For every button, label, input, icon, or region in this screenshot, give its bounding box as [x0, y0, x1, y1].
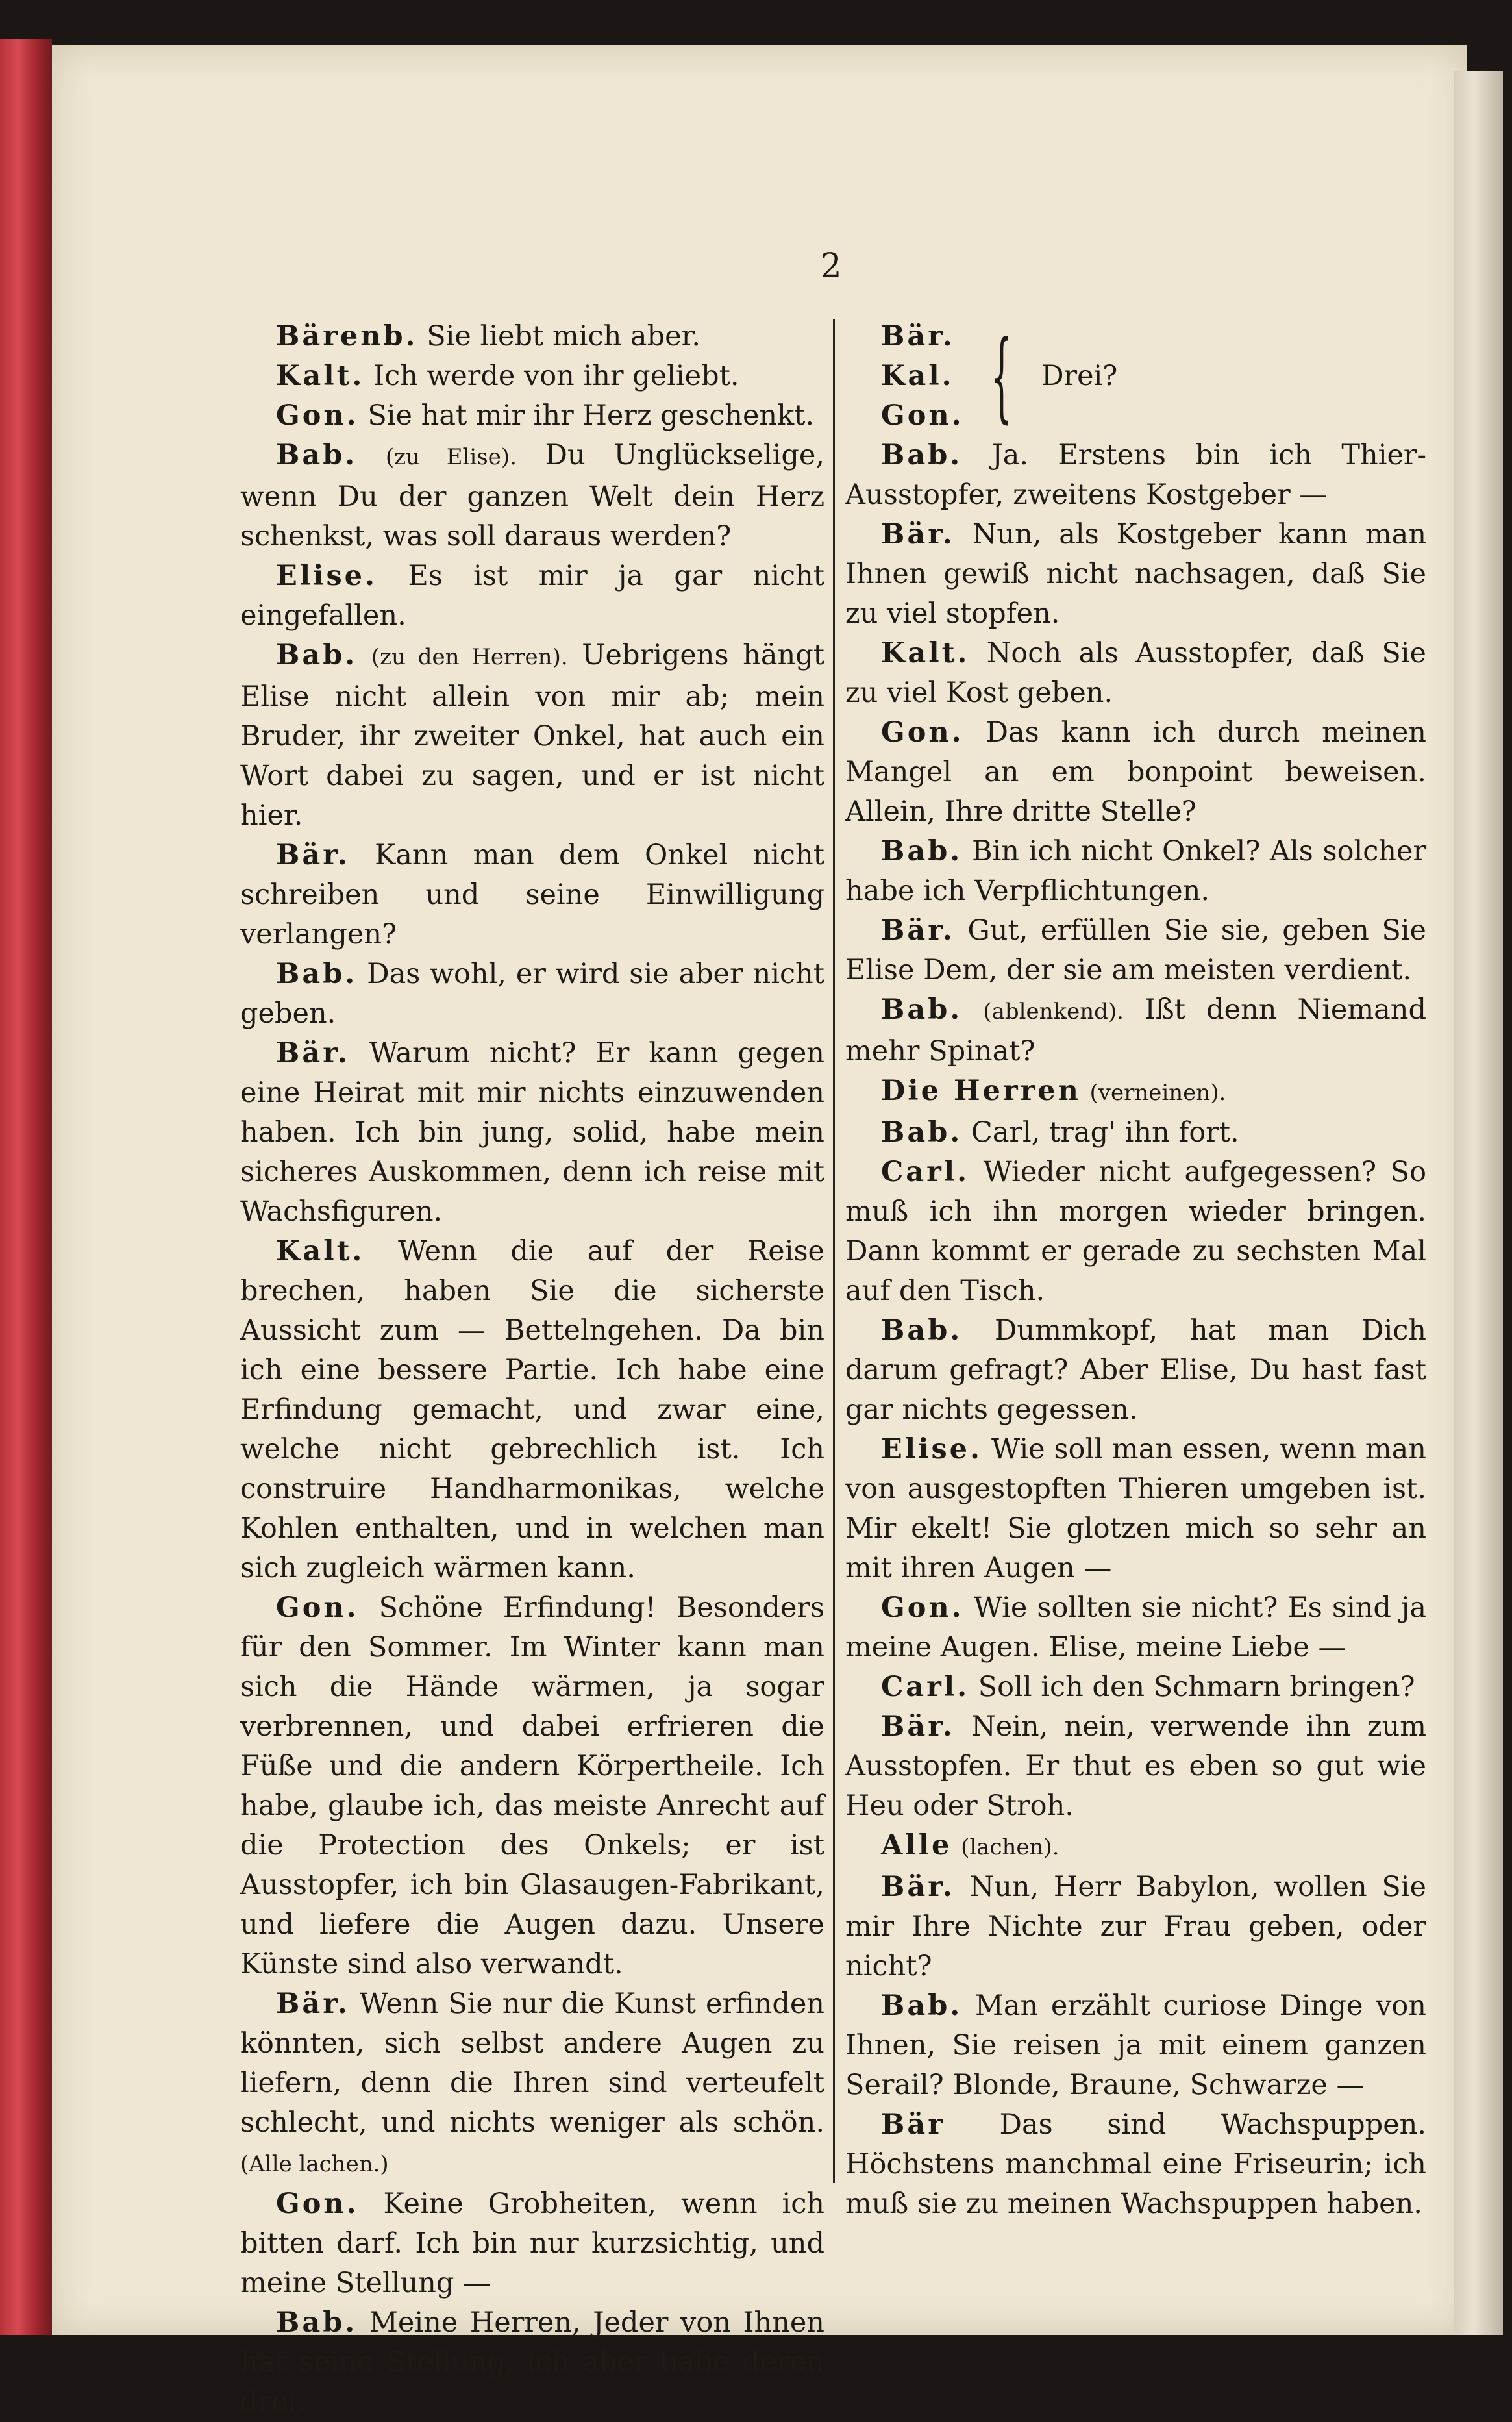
dialogue-line: [845, 634, 1426, 713]
speaker-name: Gon.: [881, 1592, 964, 1624]
speaker-name: Kal.: [881, 360, 954, 392]
dialogue-line: [845, 1707, 1426, 1826]
dialogue-text: Warum nicht? Er kann gegen eine Heirat mit mir nichts einzuwenden haben. Ich bin jung, solid, habe mein sicheres Auskommen, denn ich reise mit Wachsfiguren.: [240, 1037, 824, 1228]
dialogue-text: Man erzählt curiose Dinge von Ihnen, Sie reisen ja mit einem ganzen Serail? Blonde, Braune, Schwarze —: [845, 1990, 1426, 2101]
speaker-name: Bär: [881, 2108, 945, 2141]
dialogue-line: [845, 1311, 1426, 1430]
dialogue-line: [845, 1867, 1426, 1986]
stage-direction: (ablenkend).: [983, 999, 1124, 1025]
dialogue-text: Wenn Sie nur die Kunst erfinden könnten, sich selbst andere Augen zu liefern, denn die Ihren sind verteufelt schlecht, und nichts weniger als schön.: [240, 1988, 824, 2139]
dialogue-text: Kann man dem Onkel nicht schreiben und seine Einwilligung verlangen?: [240, 839, 824, 951]
speaker-name: Bab.: [881, 1116, 963, 1149]
speaker-name: Bab.: [276, 439, 358, 471]
dialogue-line: [845, 1588, 1426, 1667]
speaker-name: Gon.: [276, 399, 359, 432]
dialogue-text: Wenn die auf der Reise brechen, haben Sie die sicherste Aussicht zum — Bettelngehen. Da bin ich eine bessere Partie. Ich habe eine Erfindung gemacht, und zwar eine, welche nicht gebrechlich ist. Ich construire Handharmonikas, welche Kohlen enthalten, und in welchen man sich zugleich wärmen kann.: [240, 1235, 824, 1584]
stage-direction: (zu Elise).: [385, 444, 517, 470]
stage-direction: (zu den Herren).: [371, 644, 568, 670]
dialogue-line: [845, 832, 1426, 911]
speaker-name: Kalt.: [881, 637, 970, 669]
dialogue-text: Noch als Ausstopfer, daß Sie zu viel Kost geben.: [845, 637, 1426, 709]
speaker-name: Bär.: [881, 1710, 955, 1743]
right-column: [845, 317, 1426, 2224]
dialogue-line: [240, 1034, 824, 1232]
speaker-name: Die Herren: [881, 1075, 1081, 1107]
dialogue-line: [240, 2184, 824, 2303]
stage-direction: (lachen).: [961, 1834, 1060, 1860]
dialogue-text: Das sind Wachspuppen. Höchstens manchmal eine Friseurin; ich muß sie zu meinen Wachspuppen haben.: [845, 2108, 1427, 2220]
speaker-name: Elise.: [276, 560, 377, 592]
speaker-name: Bär.: [881, 320, 955, 353]
stage-direction: (Alle lachen.): [240, 2151, 389, 2177]
dialogue-line: [240, 1232, 824, 1588]
dialogue-line: [845, 436, 1426, 515]
dialogue-text: Das wohl, er wird sie aber nicht geben.: [240, 958, 825, 1030]
dialogue-line: [240, 1588, 824, 1984]
speaker-name: Kalt.: [276, 360, 365, 392]
page-number: 2: [820, 247, 842, 286]
page-edge: [1454, 71, 1503, 2335]
dialogue-text: Sie hat mir ihr Herz geschenkt.: [367, 399, 815, 432]
speaker-name: Gon.: [881, 716, 964, 749]
dialogue-line: [240, 636, 824, 836]
dialogue-line: [240, 556, 824, 636]
dialogue-text: Ich werde von ihr geliebt.: [373, 360, 739, 392]
dialogue-text: Nun, Herr Babylon, wollen Sie mir Ihre Nichte zur Frau geben, oder nicht?: [845, 1871, 1427, 1982]
dialogue-text: Wie soll man essen, wenn man von ausgestopften Thieren umgeben ist. Mir ekelt! Sie glotzen mich so sehr an mit ihren Augen —: [845, 1433, 1427, 1584]
speaker-name: Bär.: [276, 1037, 350, 1069]
dialogue-text: Wieder nicht aufgegessen? So muß ich ihn morgen wieder bringen. Dann kommt er gerade zu sechsten Mal auf den Tisch.: [845, 1156, 1426, 1307]
stage-direction: (verneinen).: [1089, 1080, 1226, 1106]
dialogue-line: [240, 1984, 824, 2184]
speaker-name: Bärenb.: [276, 320, 418, 353]
dialogue-text: Keine Grobheiten, wenn ich bitten darf. Ich bin nur kurzsichtig, und meine Stellung —: [240, 2188, 825, 2299]
dialogue-text: Drei?: [1041, 360, 1118, 392]
speaker-name: Bab.: [881, 993, 963, 1026]
dialogue-line: [845, 1667, 1426, 1707]
dialogue-text: Nein, nein, verwende ihn zum Ausstopfen. Er thut es eben so gut wie Heu oder Stroh.: [845, 1710, 1426, 1822]
speaker-name: Elise.: [881, 1433, 982, 1466]
left-column: [240, 317, 824, 2422]
dialogue-line: [845, 990, 1426, 1071]
dialogue-text: Wie sollten sie nicht? Es sind ja meine Augen. Elise, meine Liebe —: [845, 1592, 1426, 1664]
dialogue-line: [845, 1826, 1426, 1867]
dialogue-line: [240, 317, 824, 356]
dialogue-line: [240, 955, 824, 1034]
bracket-speakers: [881, 317, 964, 436]
dialogue-line: [240, 356, 824, 396]
speaker-name: Bär.: [881, 1871, 955, 1903]
dialogue-text: Soll ich den Schmarn bringen?: [978, 1671, 1415, 1703]
dialogue-text: Carl, trag' ihn fort.: [971, 1116, 1239, 1149]
speaker-name: Bär.: [276, 839, 350, 871]
speaker-name: Bab.: [881, 439, 963, 471]
dialogue-line: [240, 836, 824, 955]
dialogue-line: [845, 713, 1426, 832]
dialogue-text: Ißt denn Niemand mehr Spinat?: [845, 993, 1427, 1067]
speaker-name: Bab.: [881, 835, 963, 868]
dialogue-text: Meine Herren, Jeder von Ihnen hat seine Stellung, ich aber habe deren drei.: [240, 2306, 825, 2418]
speaker-name: Gon.: [881, 399, 964, 432]
dialogue-line: [240, 436, 824, 556]
speaker-name: Carl.: [881, 1156, 970, 1188]
dialogue-text: Dummkopf, hat man Dich darum gefragt? Aber Elise, Du hast fast gar nichts gegessen.: [845, 1314, 1426, 1426]
dialogue-line: [845, 1986, 1426, 2105]
book-spine: [0, 39, 52, 2335]
dialogue-line: [845, 911, 1426, 990]
curly-brace-icon: {: [990, 319, 1013, 433]
speaker-name: Gon.: [276, 2188, 359, 2220]
dialogue-text: Schöne Erfindung! Besonders für den Sommer. Im Winter kann man sich die Hände wärmen, ja sogar verbrennen, und dabei erfrieren die Füße und die andern Körpertheile. Ich habe, glaube ich, das meiste Anrecht auf die Protection des Onkels; er ist Ausstopfer, ich bin Glasaugen-Fabrikant, und liefere die Augen dazu. Unsere Künste sind also verwandt.: [240, 1592, 824, 1980]
dialogue-line: [845, 1430, 1426, 1588]
dialogue-line: [845, 1153, 1426, 1311]
speaker-name: Alle: [881, 1829, 952, 1862]
speaker-name: Bär.: [881, 518, 955, 551]
speaker-name: Bab.: [881, 1990, 963, 2022]
dialogue-text: Gut, erfüllen Sie sie, geben Sie Elise Dem, der sie am meisten verdient.: [845, 914, 1426, 986]
speaker-name: Gon.: [276, 1592, 359, 1624]
dialogue-text: Uebrigens hängt Elise nicht allein von mir ab; mein Bruder, ihr zweiter Onkel, hat auch ein Wort dabei zu sagen, und er ist nicht hier.: [240, 639, 825, 832]
speaker-name: Bär.: [881, 914, 955, 947]
dialogue-line: [845, 515, 1426, 634]
dialogue-line: [240, 396, 824, 436]
speaker-name: Kalt.: [276, 1235, 365, 1267]
column-divider: [833, 319, 835, 2183]
speaker-name: Bär.: [276, 1988, 350, 2020]
speaker-name: Carl.: [881, 1671, 970, 1703]
dialogue-line: [845, 2105, 1426, 2224]
dialogue-text: Es ist mir ja gar nicht eingefallen.: [240, 560, 825, 632]
speaker-name: Bab.: [276, 639, 358, 671]
dialogue-text: Nun, als Kostgeber kann man Ihnen gewiß nicht nachsagen, daß Sie zu viel stopfen.: [845, 518, 1427, 630]
dialogue-text: Sie liebt mich aber.: [427, 320, 701, 353]
dialogue-text: Bin ich nicht Onkel? Als solcher habe ich Verpflichtungen.: [845, 835, 1426, 907]
dialogue-line: [240, 2303, 824, 2422]
dialogue-text: Das kann ich durch meinen Mangel an em bonpoint beweisen. Allein, Ihre dritte Stelle?: [845, 716, 1426, 828]
bracket-group: [881, 317, 1426, 436]
speaker-name: Bab.: [881, 1314, 963, 1347]
speaker-name: Bab.: [276, 2306, 358, 2339]
dialogue-text: Du Unglückselige, wenn Du der ganzen Welt dein Herz schenkst, was soll daraus werden?: [240, 439, 825, 553]
dialogue-text: Ja. Erstens bin ich Thier-Ausstopfer, zweitens Kostgeber —: [845, 439, 1426, 511]
dialogue-line: [845, 1113, 1426, 1153]
speaker-name: Bab.: [276, 958, 358, 990]
dialogue-line: [845, 1071, 1426, 1113]
